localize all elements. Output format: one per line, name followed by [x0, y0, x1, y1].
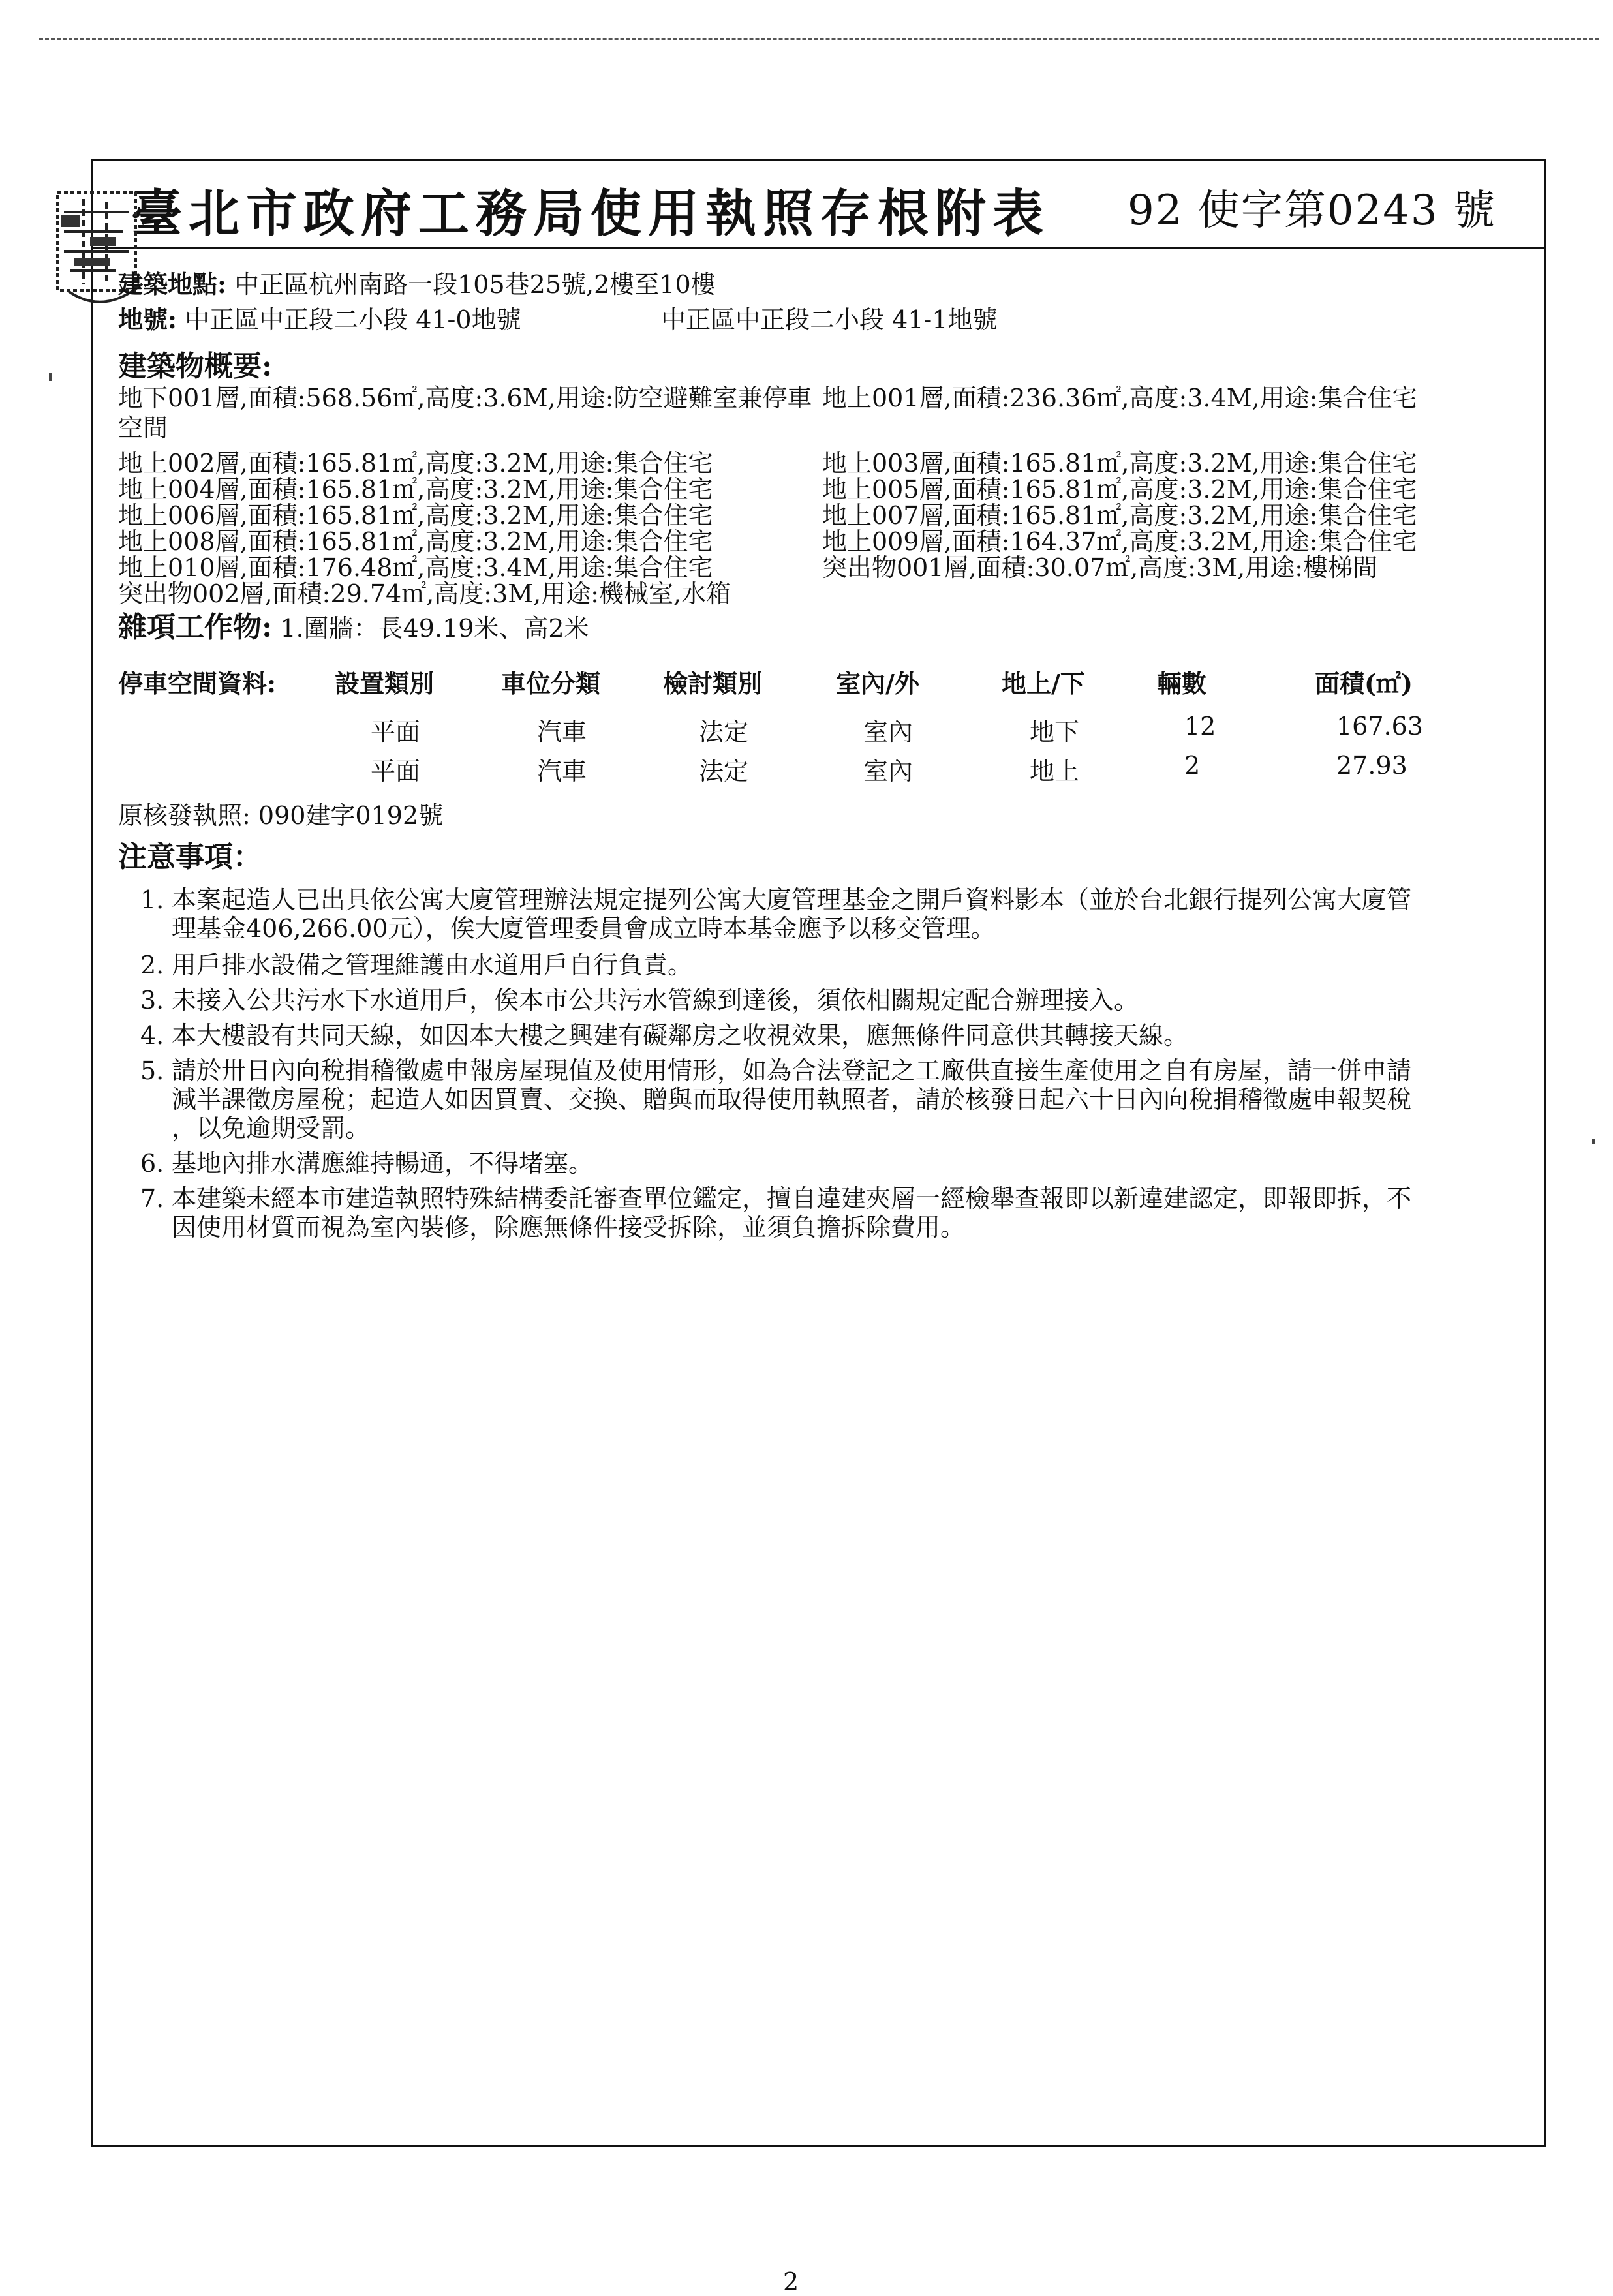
note-line: 本案起造人已出具依公寓大廈管理辦法規定提列公寓大廈管理基金之開戶資料影本（並於台北銀行提列公寓大廈管: [172, 885, 1412, 914]
parking-header: 檢討類別: [663, 669, 763, 698]
address-row: [118, 271, 716, 298]
floor-line: 地上004層,面積:165.81㎡,高度:3.2M,用途:集合住宅: [118, 475, 713, 504]
note-number: 5.: [140, 1056, 164, 1085]
first-floor-line: 地上001層,面積:236.36㎡,高度:3.4M,用途:集合住宅: [822, 384, 1417, 412]
parking-cell: 法定: [699, 718, 749, 746]
notes-heading: 注意事項：: [118, 840, 262, 874]
note-number: 4.: [140, 1021, 164, 1050]
form-frame: [91, 159, 1546, 2147]
misc-works-row: [118, 611, 589, 644]
note-line: 用戶排水設備之管理維護由水道用戶自行負責。: [172, 951, 693, 979]
note-number: 2.: [140, 951, 164, 979]
note-number: 7.: [140, 1184, 164, 1213]
floor-line: 突出物001層,面積:30.07㎡,高度:3M,用途:樓梯間: [822, 553, 1378, 582]
parking-cell: 27.93: [1336, 751, 1407, 780]
parking-cell: 汽車: [537, 757, 587, 786]
parking-cell: 167.63: [1336, 712, 1423, 741]
basement-floor-line: 地下001層,面積:568.56㎡,高度:3.6M,用途:防空避難室兼停車: [118, 384, 812, 412]
note-number: 1.: [140, 885, 164, 914]
floor-line: 地上007層,面積:165.81㎡,高度:3.2M,用途:集合住宅: [822, 501, 1417, 530]
note-item: [140, 1149, 1529, 1178]
parking-cell: 2: [1184, 751, 1201, 780]
original-permit-row: [118, 802, 443, 829]
parking-cell: 地下: [1030, 718, 1080, 746]
floor-line: 地上006層,面積:165.81㎡,高度:3.2M,用途:集合住宅: [118, 501, 713, 530]
note-item: [140, 1056, 1529, 1142]
original-permit-value: 090建字0192號: [258, 801, 444, 830]
title-bar: [93, 161, 1544, 249]
floor-line: 地上008層,面積:165.81㎡,高度:3.2M,用途:集合住宅: [118, 527, 713, 556]
note-number: 3.: [140, 986, 164, 1015]
lot-value-1: 中正區中正段二小段 41-0地號: [185, 305, 521, 334]
note-item: [140, 986, 1529, 1015]
floor-line: 地上003層,面積:165.81㎡,高度:3.2M,用途:集合住宅: [822, 449, 1417, 478]
building-summary-heading: 建築物概要:: [118, 350, 273, 383]
note-item: [140, 885, 1529, 943]
note-line: 本建築未經本市建造執照特殊結構委託審查單位鑑定，擅自違建夾層一經檢舉查報即以新違建認定，即報即拆，不: [172, 1184, 1412, 1213]
original-permit-label: 原核發執照:: [118, 801, 251, 830]
lot-value-2: 中正區中正段二小段 41-1地號: [661, 305, 998, 334]
scan-edge-line: [39, 38, 1599, 40]
page-title: 臺北市政府工務局使用執照存根附表: [131, 184, 1051, 243]
note-item: [140, 951, 1529, 979]
note-line: 本大樓設有共同天線，如因本大樓之興建有礙鄰房之收視效果，應無條件同意供其轉接天線。: [172, 1021, 1189, 1050]
floor-line: 地上005層,面積:165.81㎡,高度:3.2M,用途:集合住宅: [822, 475, 1417, 504]
floor-line: 突出物002層,面積:29.74㎡,高度:3M,用途:機械室,水箱: [118, 579, 731, 608]
note-line: 未接入公共污水下水道用戶，俟本市公共污水管線到達後，須依相關規定配合辦理接入。: [172, 986, 1139, 1015]
address-label: 建築地點:: [118, 269, 227, 299]
basement-floor-line-continued: 空間: [118, 414, 168, 442]
parking-header: 地上/下: [1002, 669, 1085, 698]
parking-cell: 室內: [863, 718, 914, 746]
parking-header: 面積(㎡): [1315, 669, 1413, 698]
page-number: 2: [783, 2267, 799, 2296]
parking-header: 輛數: [1157, 669, 1207, 698]
parking-cell: 法定: [699, 757, 749, 786]
misc-works-label: 雜項工作物:: [118, 611, 273, 644]
note-line: 基地內排水溝應維持暢通，不得堵塞。: [172, 1149, 594, 1178]
floor-line: 地上002層,面積:165.81㎡,高度:3.2M,用途:集合住宅: [118, 449, 713, 478]
parking-cell: 地上: [1030, 757, 1080, 786]
note-item: [140, 1021, 1529, 1050]
parking-cell: 室內: [863, 757, 914, 786]
address-value: 中正區杭州南路一段105巷25號,2樓至10樓: [234, 270, 716, 299]
note-number: 6.: [140, 1149, 164, 1178]
lot-label: 地號:: [118, 305, 177, 334]
scan-speck: [49, 373, 52, 381]
lot-row: [118, 306, 521, 333]
floor-line: 地上010層,面積:176.48㎡,高度:3.4M,用途:集合住宅: [118, 553, 713, 582]
parking-header: 室內/外: [836, 669, 919, 698]
note-line: 請於卅日內向稅捐稽徵處申報房屋現值及使用情形，如為合法登記之工廠供直接生產使用之自有房屋，請一併申請: [172, 1056, 1412, 1085]
parking-cell: 平面: [371, 718, 421, 746]
parking-cell: 汽車: [537, 718, 587, 746]
note-line: 因使用材質而視為室內裝修，除應無條件接受拆除，並須負擔拆除費用。: [172, 1213, 966, 1242]
misc-works-value: 1.圍牆：長49.19米、高2米: [280, 614, 589, 643]
note-item: [140, 1184, 1529, 1242]
scan-speck: [1592, 1139, 1595, 1144]
note-line: 減半課徵房屋稅；起造人如因買賣、交換、贈與而取得使用執照者，請於核發日起六十日內向稅捐稽徵處申報契稅: [172, 1085, 1412, 1114]
parking-header: 設置類別: [335, 669, 435, 698]
floor-line: 地上009層,面積:164.37㎡,高度:3.2M,用途:集合住宅: [822, 527, 1417, 556]
parking-label: 停車空間資料:: [118, 669, 277, 698]
note-line: 理基金406,266.00元），俟大廈管理委員會成立時本基金應予以移交管理。: [172, 914, 996, 943]
note-line: ，以免逾期受罰。: [172, 1114, 371, 1142]
permit-number: 92 使字第0243 號: [1128, 187, 1496, 235]
parking-cell: 12: [1184, 712, 1216, 741]
parking-header: 車位分類: [501, 669, 601, 698]
parking-cell: 平面: [371, 757, 421, 786]
